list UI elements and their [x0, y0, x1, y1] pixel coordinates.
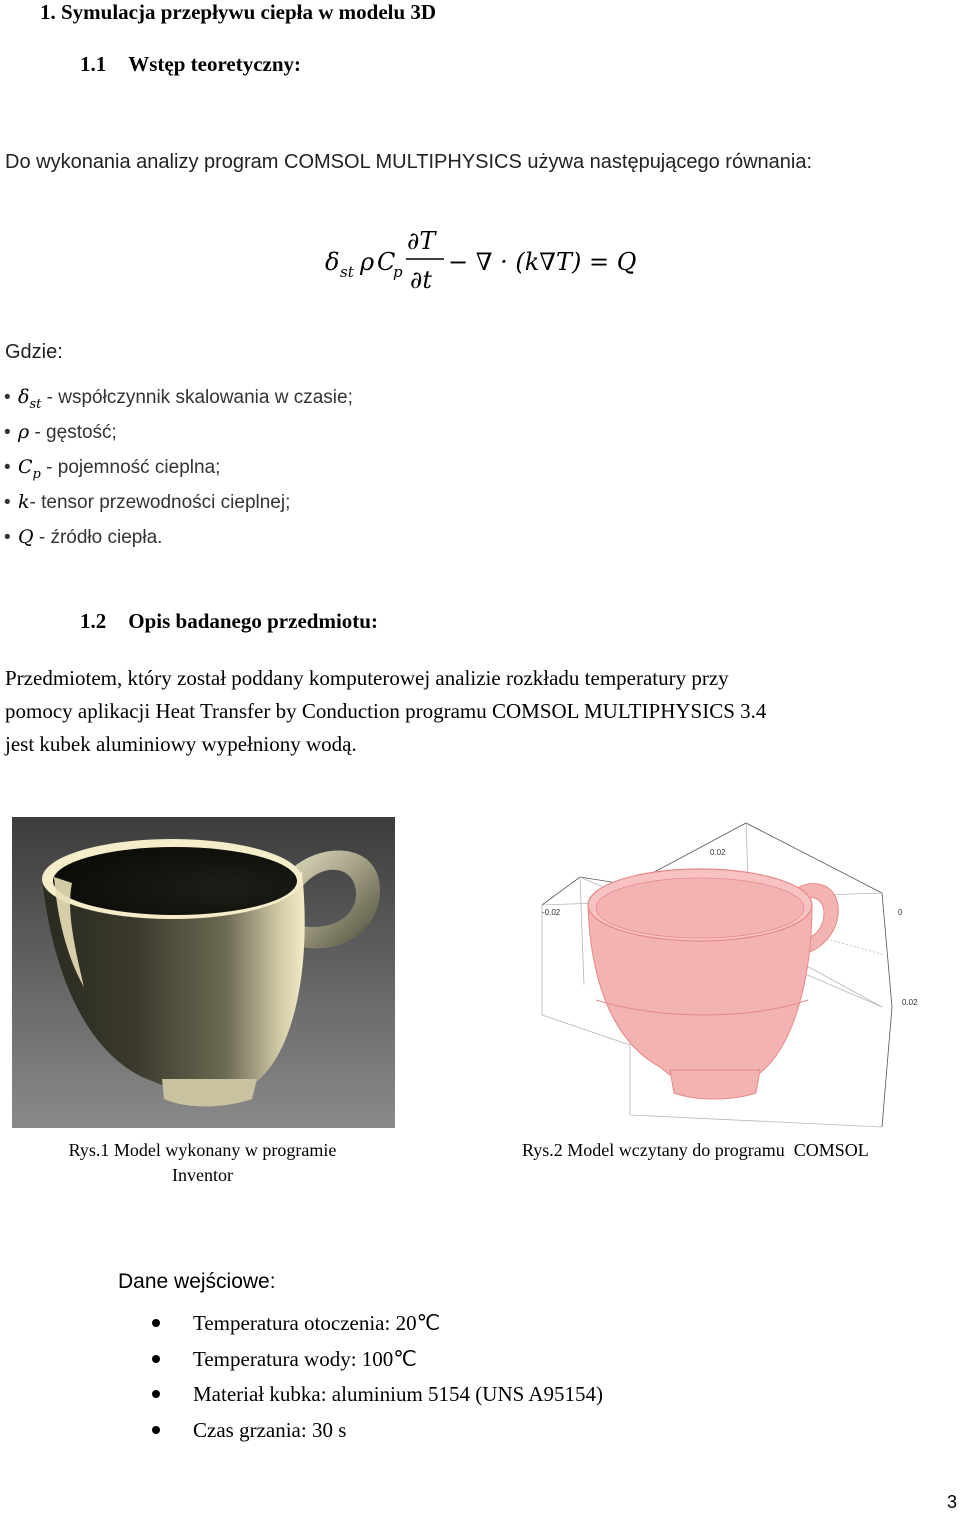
- symbol-item-q: [4, 520, 353, 555]
- input-item: [152, 1342, 603, 1378]
- figure-comsol-mug-model: [520, 815, 950, 1135]
- bullet-dot: [152, 1390, 160, 1398]
- heat-equation: [320, 222, 650, 296]
- bullet: •: [4, 492, 11, 513]
- caption-line: Inventor: [172, 1165, 233, 1185]
- bullet: •: [4, 387, 11, 408]
- symbol-item-k: [4, 485, 353, 520]
- section-number: 1.: [40, 0, 56, 24]
- eq-rest: − ∇ · (k∇T) = Q: [448, 248, 637, 276]
- figure-2-caption: Rys.2 Model wczytany do programu COMSOL: [522, 1140, 869, 1160]
- comsol-mug-foot: [670, 1070, 760, 1099]
- subsection-1-number: 1.1: [80, 52, 107, 76]
- eq-rho: ρ: [360, 248, 375, 276]
- description-line: pomocy aplikacji Heat Transfer by Conduction programu COMSOL MULTIPHYSICS 3.4: [5, 699, 767, 723]
- symbol-desc: - współczynnik skalowania w czasie;: [41, 387, 353, 408]
- bullet: •: [4, 422, 11, 443]
- figure-1-caption: [30, 1138, 375, 1188]
- subsection-1-title: Wstęp teoretyczny:: [128, 52, 302, 76]
- input-item-text: Czas grzania: 30 s: [193, 1417, 347, 1442]
- tick-label: 0.02: [710, 848, 726, 857]
- symbol-item-delta: [4, 380, 353, 415]
- bullet-dot: [152, 1319, 160, 1327]
- symbol-glyph: ρ: [18, 421, 30, 443]
- mug-interior: [53, 847, 297, 915]
- subsection-2-number: 1.2: [80, 609, 107, 633]
- tick-label: 0.02: [902, 998, 918, 1007]
- symbol-glyph: $\delta_{st}$: [18, 386, 42, 412]
- tick-label: -0.02: [542, 908, 561, 917]
- eq-sub-p: p: [393, 263, 403, 281]
- description-line: jest kubek aluminiowy wypełniony wodą.: [5, 732, 357, 756]
- subsection-2-title: Opis badanego przedmiotu:: [128, 609, 378, 633]
- page-number: 3: [946, 1492, 957, 1512]
- section-title: Symulacja przepływu ciepła w modelu 3D: [61, 0, 437, 24]
- bullet-dot: [152, 1355, 160, 1363]
- bullet: •: [4, 457, 11, 478]
- symbol-glyph: k: [18, 491, 30, 513]
- caption-line: Rys.1 Model wykonany w programie: [68, 1140, 337, 1160]
- where-label: Gdzie:: [5, 341, 63, 363]
- input-item-text: Temperatura wody: 100℃: [193, 1346, 417, 1371]
- subsection-1-heading: [80, 52, 301, 77]
- description-line: Przedmiotem, który został poddany komputerowej analizie rozkładu temperatury przy: [5, 666, 729, 690]
- input-item-text: Temperatura otoczenia: 20℃: [193, 1311, 441, 1335]
- input-item: [152, 1377, 603, 1413]
- symbol-list: [4, 380, 353, 555]
- input-data-list: [152, 1306, 603, 1448]
- subsection-2-heading: [80, 609, 378, 634]
- eq-c: C: [377, 248, 396, 276]
- input-item-text: Materiał kubka: aluminium 5154 (UNS A95154): [193, 1382, 604, 1406]
- symbol-item-rho: [4, 415, 353, 450]
- symbol-desc: - źródło ciepła.: [33, 527, 163, 548]
- symbol-item-cp: [4, 450, 353, 485]
- intro-paragraph: Do wykonania analizy program COMSOL MULTIPHYSICS używa następującego równania:: [5, 151, 813, 173]
- input-item: [152, 1306, 603, 1342]
- eq-delta: δ: [325, 248, 340, 276]
- input-data-heading: Dane wejściowe:: [118, 1270, 276, 1293]
- eq-denominator: ∂t: [410, 266, 433, 294]
- section-heading: [40, 0, 436, 25]
- tick-label: 0: [898, 908, 903, 917]
- symbol-glyph: Q: [18, 526, 34, 548]
- symbol-desc: - gęstość;: [29, 422, 117, 443]
- eq-sub-st: st: [340, 263, 354, 281]
- bullet-dot: [152, 1426, 160, 1434]
- eq-numerator: ∂T: [407, 227, 436, 255]
- bullet: •: [4, 527, 11, 548]
- input-item: [152, 1413, 603, 1449]
- symbol-glyph: $C_p$: [18, 456, 41, 482]
- description-paragraph: [5, 662, 955, 761]
- figure-inventor-mug-render: [12, 817, 395, 1128]
- symbol-desc: - pojemność cieplna;: [40, 457, 221, 478]
- symbol-desc: - tensor przewodności cieplnej;: [29, 492, 291, 513]
